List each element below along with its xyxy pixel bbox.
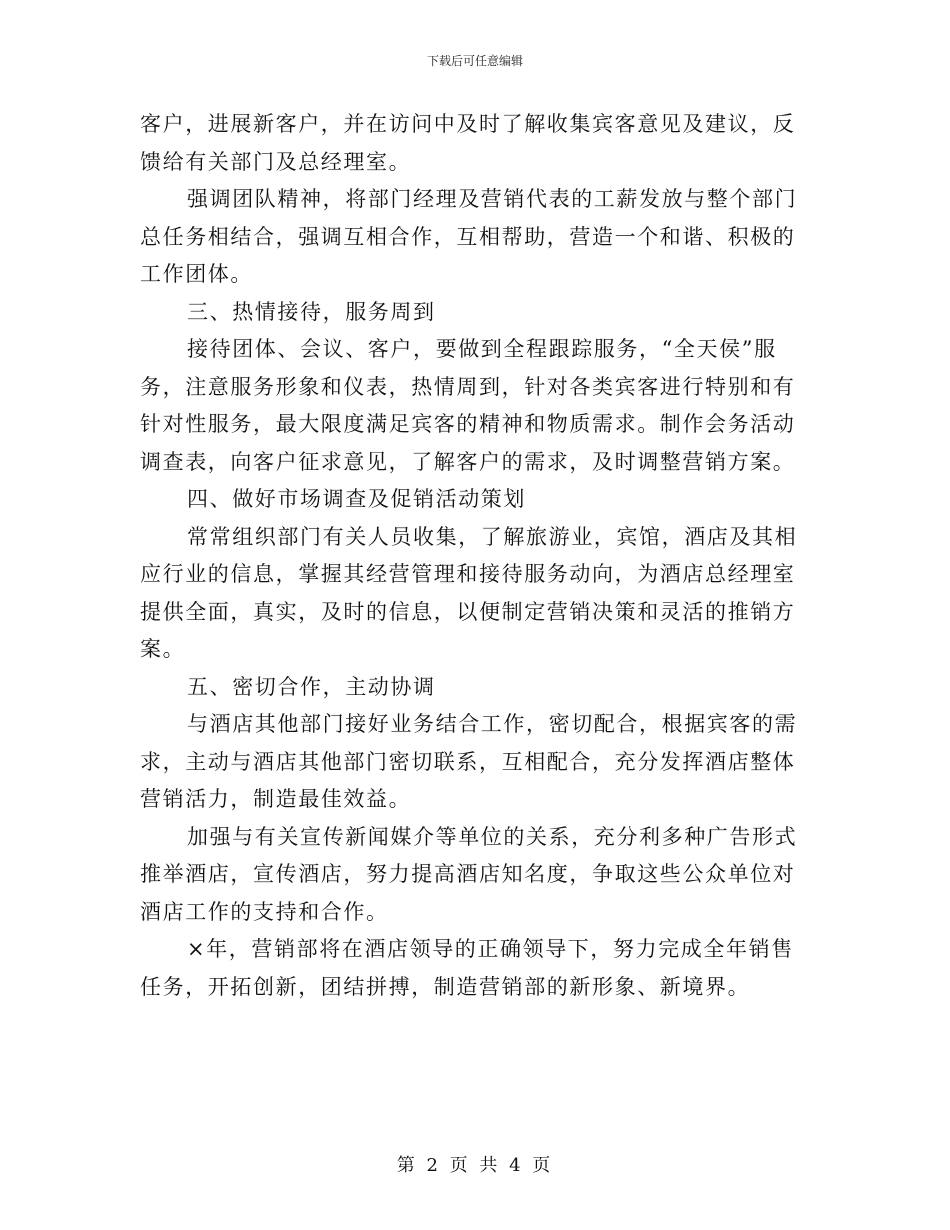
paragraph-market-research: 常常组织部门有关人员收集，了解旅游业，宾馆，酒店及其相应行业的信息，掌握其经营管理和接待服务动向，为酒店总经理室提供全面，真实，及时的信息，以便制定营销决策和灵活的推销方案。	[140, 524, 798, 661]
paragraph-continuation: 客户，进展新客户，并在访问中及时了解收集宾客意见及建议，反馈给有关部门及总经理室。	[140, 112, 796, 174]
paragraph-media-relations: 加强与有关宣传新闻媒介等单位的关系，充分利多种广告形式推举酒店，宣传酒店，努力提高酒店知名度，争取这些公众单位对酒店工作的支持和合作。	[140, 824, 798, 924]
section-heading-reception: 三、热情接待，服务周到	[187, 299, 436, 324]
section-heading-cooperation: 五、密切合作，主动协调	[187, 674, 436, 699]
paragraph-reception: 接待团体、会议、客户，要做到全程跟踪服务，“全天侯”服务，注意服务形象和仪表，热情周到，针对各类宾客进行特别和有针对性服务，最大限度满足宾客的精神和物质需求。制作会务活动调查表，向客户征求意见，了解客户的需求，及时调整营销方案。	[140, 337, 796, 474]
paragraph-cooperation: 与酒店其他部门接好业务结合工作，密切配合，根据宾客的需求，主动与酒店其他部门密切联系，互相配合，充分发挥酒店整体营销活力，制造最佳效益。	[140, 712, 798, 811]
paragraph-team-spirit: 强调团队精神，将部门经理及营销代表的工薪发放与整个部门总任务相结合，强调互相合作，互相帮助，营造一个和谐、积极的工作团体。	[140, 187, 798, 286]
page-header: 下载后可任意编辑	[426, 54, 523, 68]
paragraph-annual-goal: ×年，营销部将在酒店领导的正确领导下，努力完成全年销售任务，开拓创新，团结拼搏，制造营销部的新形象、新境界。	[140, 937, 794, 999]
page-number: 第 2 页 共 4 页	[396, 1155, 554, 1176]
document-body	[140, 106, 812, 1006]
section-heading-market-research: 四、做好市场调查及促销活动策划	[187, 487, 526, 511]
